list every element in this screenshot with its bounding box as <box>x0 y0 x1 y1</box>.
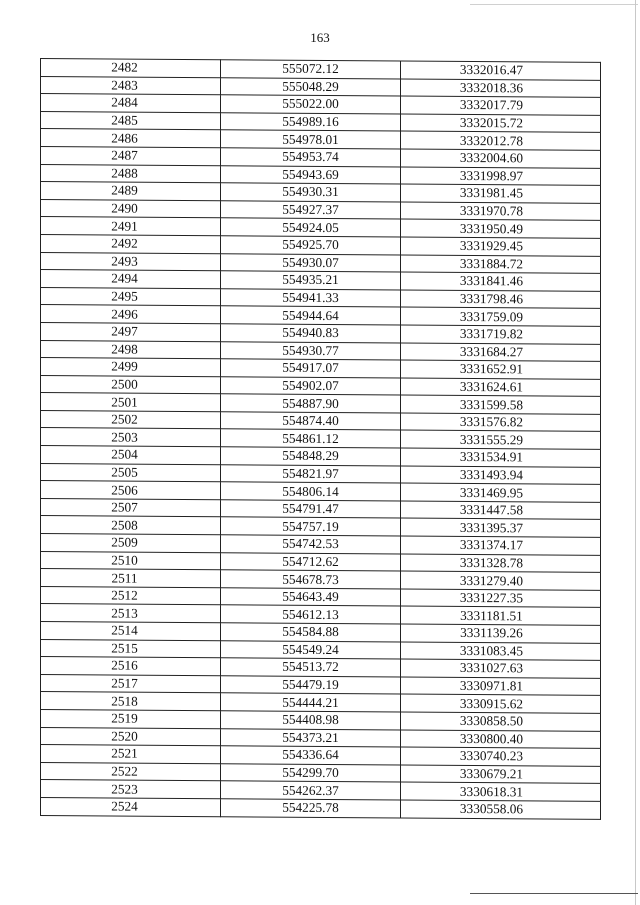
point-number-cell: 2518 <box>41 692 221 711</box>
x-coordinate-cell: 554930.77 <box>221 341 401 360</box>
page-number: 163 <box>310 30 330 45</box>
point-number-cell: 2513 <box>41 604 221 623</box>
y-coordinate-cell: 3330858.50 <box>401 712 601 731</box>
point-number-cell: 2521 <box>41 745 221 764</box>
y-coordinate-cell: 3332018.36 <box>401 79 601 98</box>
point-number-cell: 2519 <box>41 709 221 728</box>
y-coordinate-cell: 3331929.45 <box>401 237 601 256</box>
point-number-cell: 2504 <box>41 446 221 465</box>
point-number-cell: 2499 <box>41 358 221 377</box>
x-coordinate-cell: 554927.37 <box>221 201 401 220</box>
x-coordinate-cell: 554643.49 <box>221 588 401 607</box>
y-coordinate-cell: 3331841.46 <box>401 272 601 291</box>
point-number-cell: 2520 <box>41 727 221 746</box>
coordinates-table <box>40 58 601 819</box>
x-coordinate-cell: 554925.70 <box>221 236 401 255</box>
coordinates-table-wrapper <box>40 58 601 819</box>
point-number-cell: 2492 <box>41 234 221 253</box>
y-coordinate-cell: 3331083.45 <box>401 642 601 661</box>
x-coordinate-cell: 555072.12 <box>221 60 401 79</box>
x-coordinate-cell: 554930.31 <box>221 183 401 202</box>
y-coordinate-cell: 3331493.94 <box>401 466 601 485</box>
y-coordinate-cell: 3331599.58 <box>401 395 601 414</box>
y-coordinate-cell: 3331374.17 <box>401 536 601 555</box>
x-coordinate-cell: 554874.40 <box>221 412 401 431</box>
point-number-cell: 2514 <box>41 622 221 641</box>
x-coordinate-cell: 554940.83 <box>221 324 401 343</box>
point-number-cell: 2484 <box>41 94 221 113</box>
y-coordinate-cell: 3331759.09 <box>401 307 601 326</box>
point-number-cell: 2495 <box>41 287 221 306</box>
x-coordinate-cell: 554742.53 <box>221 535 401 554</box>
point-number-cell: 2482 <box>41 59 221 78</box>
x-coordinate-cell: 554549.24 <box>221 640 401 659</box>
y-coordinate-cell: 3330800.40 <box>401 730 601 749</box>
point-number-cell: 2490 <box>41 199 221 218</box>
x-coordinate-cell: 555022.00 <box>221 95 401 114</box>
y-coordinate-cell: 3330618.31 <box>401 782 601 801</box>
y-coordinate-cell: 3331576.82 <box>401 413 601 432</box>
x-coordinate-cell: 554612.13 <box>221 605 401 624</box>
x-coordinate-cell: 554935.21 <box>221 271 401 290</box>
y-coordinate-cell: 3331395.37 <box>401 518 601 537</box>
x-coordinate-cell: 554989.16 <box>221 113 401 132</box>
point-number-cell: 2489 <box>41 182 221 201</box>
x-coordinate-cell: 554408.98 <box>221 711 401 730</box>
point-number-cell: 2498 <box>41 340 221 359</box>
y-coordinate-cell: 3332016.47 <box>401 61 601 80</box>
y-coordinate-cell: 3330915.62 <box>401 694 601 713</box>
point-number-cell: 2523 <box>41 780 221 799</box>
x-coordinate-cell: 554513.72 <box>221 658 401 677</box>
y-coordinate-cell: 3331555.29 <box>401 430 601 449</box>
x-coordinate-cell: 554373.21 <box>221 728 401 747</box>
x-coordinate-cell: 554930.07 <box>221 253 401 272</box>
y-coordinate-cell: 3331139.26 <box>401 624 601 643</box>
y-coordinate-cell: 3331534.91 <box>401 448 601 467</box>
y-coordinate-cell: 3330679.21 <box>401 765 601 784</box>
point-number-cell: 2517 <box>41 674 221 693</box>
x-coordinate-cell: 554678.73 <box>221 570 401 589</box>
y-coordinate-cell: 3331027.63 <box>401 659 601 678</box>
point-number-cell: 2487 <box>41 146 221 165</box>
x-coordinate-cell: 554944.64 <box>221 306 401 325</box>
scan-edge-top <box>470 4 638 5</box>
point-number-cell: 2483 <box>41 76 221 95</box>
x-coordinate-cell: 554848.29 <box>221 447 401 466</box>
scan-edge-right <box>635 0 636 905</box>
point-number-cell: 2485 <box>41 111 221 130</box>
table-row <box>41 797 601 819</box>
x-coordinate-cell: 554953.74 <box>221 148 401 167</box>
y-coordinate-cell: 3331469.95 <box>401 483 601 502</box>
x-coordinate-cell: 554943.69 <box>221 165 401 184</box>
x-coordinate-cell: 554978.01 <box>221 130 401 149</box>
point-number-cell: 2496 <box>41 305 221 324</box>
x-coordinate-cell: 554444.21 <box>221 693 401 712</box>
point-number-cell: 2508 <box>41 516 221 535</box>
scan-edge-bottom <box>470 893 638 894</box>
y-coordinate-cell: 3331719.82 <box>401 325 601 344</box>
y-coordinate-cell: 3331981.45 <box>401 184 601 203</box>
point-number-cell: 2486 <box>41 129 221 148</box>
x-coordinate-cell: 554225.78 <box>221 799 401 818</box>
y-coordinate-cell: 3332004.60 <box>401 149 601 168</box>
x-coordinate-cell: 554479.19 <box>221 676 401 695</box>
point-number-cell: 2515 <box>41 639 221 658</box>
coordinates-table-body <box>41 59 601 819</box>
point-number-cell: 2503 <box>41 428 221 447</box>
x-coordinate-cell: 554336.64 <box>221 746 401 765</box>
y-coordinate-cell: 3330558.06 <box>401 800 601 819</box>
y-coordinate-cell: 3332015.72 <box>401 114 601 133</box>
point-number-cell: 2491 <box>41 217 221 236</box>
x-coordinate-cell: 554902.07 <box>221 376 401 395</box>
point-number-cell: 2511 <box>41 569 221 588</box>
x-coordinate-cell: 554806.14 <box>221 482 401 501</box>
y-coordinate-cell: 3331950.49 <box>401 219 601 238</box>
x-coordinate-cell: 554917.07 <box>221 359 401 378</box>
x-coordinate-cell: 554712.62 <box>221 552 401 571</box>
y-coordinate-cell: 3331998.97 <box>401 167 601 186</box>
y-coordinate-cell: 3330971.81 <box>401 677 601 696</box>
point-number-cell: 2505 <box>41 463 221 482</box>
y-coordinate-cell: 3331181.51 <box>401 606 601 625</box>
y-coordinate-cell: 3331884.72 <box>401 255 601 274</box>
x-coordinate-cell: 554584.88 <box>221 623 401 642</box>
y-coordinate-cell: 3331798.46 <box>401 290 601 309</box>
y-coordinate-cell: 3331447.58 <box>401 501 601 520</box>
y-coordinate-cell: 3331227.35 <box>401 589 601 608</box>
y-coordinate-cell: 3332012.78 <box>401 131 601 150</box>
x-coordinate-cell: 554791.47 <box>221 500 401 519</box>
point-number-cell: 2516 <box>41 657 221 676</box>
x-coordinate-cell: 555048.29 <box>221 77 401 96</box>
point-number-cell: 2502 <box>41 410 221 429</box>
x-coordinate-cell: 554861.12 <box>221 429 401 448</box>
point-number-cell: 2509 <box>41 534 221 553</box>
y-coordinate-cell: 3331624.61 <box>401 378 601 397</box>
point-number-cell: 2510 <box>41 551 221 570</box>
point-number-cell: 2512 <box>41 586 221 605</box>
point-number-cell: 2488 <box>41 164 221 183</box>
y-coordinate-cell: 3332017.79 <box>401 96 601 115</box>
point-number-cell: 2497 <box>41 322 221 341</box>
y-coordinate-cell: 3331684.27 <box>401 343 601 362</box>
y-coordinate-cell: 3331328.78 <box>401 554 601 573</box>
point-number-cell: 2522 <box>41 762 221 781</box>
point-number-cell: 2506 <box>41 481 221 500</box>
point-number-cell: 2501 <box>41 393 221 412</box>
y-coordinate-cell: 3330740.23 <box>401 747 601 766</box>
y-coordinate-cell: 3331652.91 <box>401 360 601 379</box>
x-coordinate-cell: 554887.90 <box>221 394 401 413</box>
x-coordinate-cell: 554941.33 <box>221 288 401 307</box>
x-coordinate-cell: 554757.19 <box>221 517 401 536</box>
x-coordinate-cell: 554821.97 <box>221 464 401 483</box>
point-number-cell: 2500 <box>41 375 221 394</box>
x-coordinate-cell: 554299.70 <box>221 764 401 783</box>
point-number-cell: 2524 <box>41 797 221 816</box>
point-number-cell: 2494 <box>41 270 221 289</box>
point-number-cell: 2507 <box>41 498 221 517</box>
point-number-cell: 2493 <box>41 252 221 271</box>
y-coordinate-cell: 3331970.78 <box>401 202 601 221</box>
x-coordinate-cell: 554262.37 <box>221 781 401 800</box>
y-coordinate-cell: 3331279.40 <box>401 571 601 590</box>
x-coordinate-cell: 554924.05 <box>221 218 401 237</box>
